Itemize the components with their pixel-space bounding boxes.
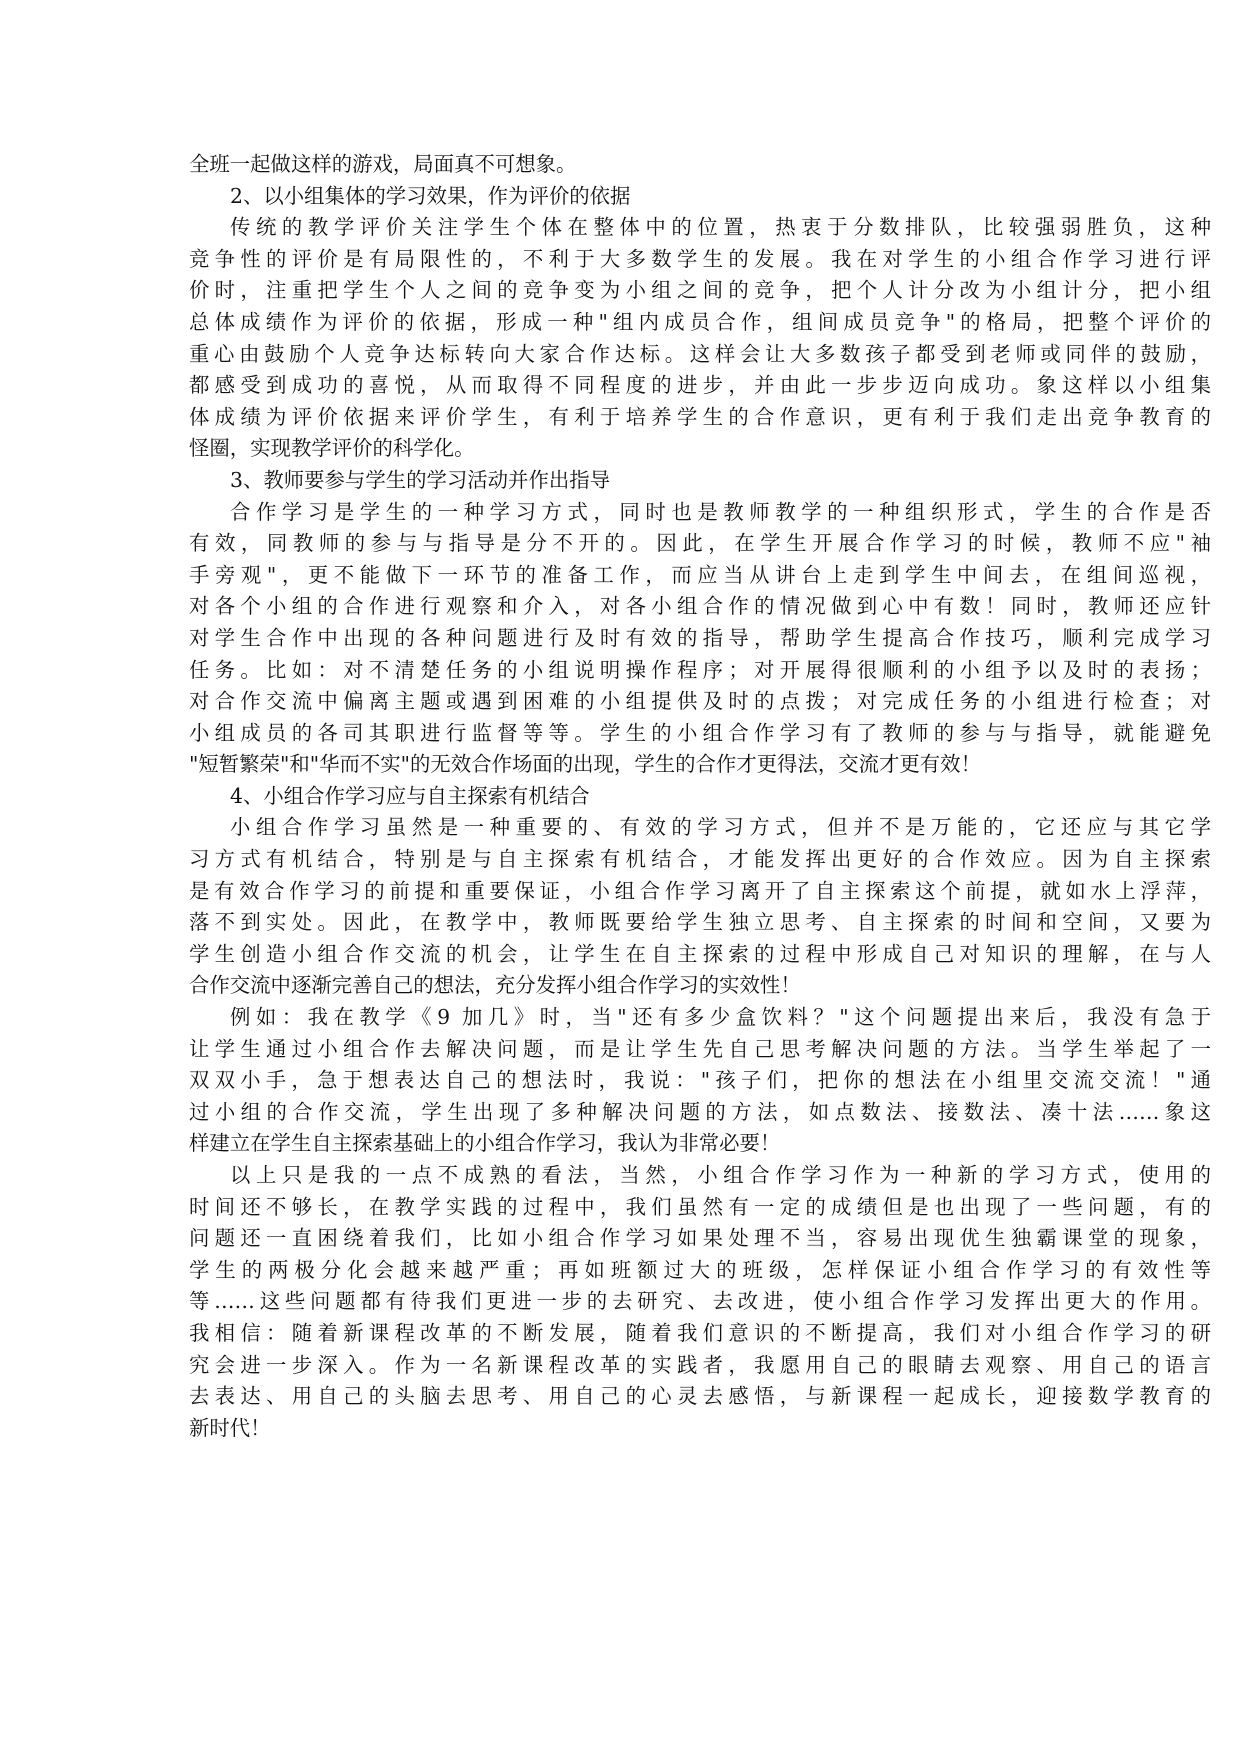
text-line: 价时，注重把学生个人之间的竞争变为小组之间的竞争，把个人计分改为小组计分，把小组 [189, 278, 1211, 303]
section-heading: 2、以小组集体的学习效果，作为评价的依据 [230, 183, 631, 208]
text-line: 总体成绩作为评价的依据，形成一种"组内成员合作，组间成员竞争"的格局，把整个评价的 [189, 309, 1211, 334]
text-line: 传统的教学评价关注学生个体在整体中的位置，热衷于分数排队，比较强弱胜负，这种 [230, 215, 1211, 240]
text-line: 以上只是我的一点不成熟的看法，当然，小组合作学习作为一种新的学习方式，使用的 [230, 1163, 1211, 1187]
text-line: 新时代！ [189, 1415, 271, 1440]
text-line: 小组成员的各司其职进行监督等等。学生的小组合作学习有了教师的参与与指导，就能避免 [189, 720, 1211, 745]
text-line: 合作学习是学生的一种学习方式，同时也是教师教学的一种组织形式，学生的合作是否 [230, 499, 1211, 524]
text-line: 小组合作学习虽然是一种重要的、有效的学习方式，但并不是万能的，它还应与其它学 [230, 815, 1211, 840]
text-line: 问题还一直困绕着我们，比如小组合作学习如果处理不当，容易出现优生独霸课堂的现象， [189, 1226, 1211, 1251]
text-line: 任务。比如：对不清楚任务的小组说明操作程序；对开展得很顺利的小组予以及时的表扬； [189, 657, 1211, 682]
text-line: 重心由鼓励个人竞争达标转向大家合作达标。这样会让大多数孩子都受到老师或同伴的鼓励， [189, 341, 1211, 366]
text-line: 双双小手，急于想表达自己的想法时，我说："孩子们，把你的想法在小组里交流交流！"通 [189, 1068, 1211, 1093]
text-line: 让学生通过小组合作去解决问题，而是让学生先自己思考解决问题的方法。当学生举起了一 [189, 1036, 1211, 1061]
text-line: 怪圈，实现教学评价的科学化。 [189, 436, 475, 461]
text-line: 全班一起做这样的游戏，局面真不可想象。 [189, 152, 577, 176]
text-line: 我相信：随着新课程改革的不断发展，随着我们意识的不断提高，我们对小组合作学习的研 [189, 1320, 1211, 1345]
text-line: 手旁观"，更不能做下一环节的准备工作，而应当从讲台上走到学生中间去，在组间巡视， [189, 562, 1211, 587]
text-line: 时间还不够长，在教学实践的过程中，我们虽然有一定的成绩但是也出现了一些问题，有的 [189, 1194, 1211, 1219]
text-line: 竞争性的评价是有局限性的，不利于大多数学生的发展。我在对学生的小组合作学习进行评 [189, 246, 1211, 271]
text-line: 合作交流中逐渐完善自己的想法，充分发挥小组合作学习的实效性！ [189, 973, 801, 998]
section-heading: 4、小组合作学习应与自主探索有机结合 [230, 783, 590, 808]
text-line: 对各个小组的合作进行观察和介入，对各小组合作的情况做到心中有数！同时，教师还应针 [189, 594, 1211, 619]
text-line: 对合作交流中偏离主题或遇到困难的小组提供及时的点拨；对完成任务的小组进行检查；对 [189, 689, 1211, 714]
text-line: 有效，同教师的参与与指导是分不开的。因此，在学生开展合作学习的时候，教师不应"袖 [189, 531, 1211, 556]
text-line: 学生创造小组合作交流的机会，让学生在自主探索的过程中形成自己对知识的理解，在与人 [189, 941, 1211, 966]
text-line: 等……这些问题都有待我们更进一步的去研究、去改进，使小组合作学习发挥出更大的作用。 [189, 1289, 1211, 1314]
text-line: "短暂繁荣"和"华而不实"的无效合作场面的出现，学生的合作才更得法，交流才更有效！ [189, 752, 981, 777]
text-line: 样建立在学生自主探索基础上的小组合作学习，我认为非常必要！ [189, 1131, 781, 1156]
text-line: 究会进一步深入。作为一名新课程改革的实践者，我愿用自己的眼睛去观察、用自己的语言 [189, 1352, 1211, 1377]
text-line: 是有效合作学习的前提和重要保证，小组合作学习离开了自主探索这个前提，就如水上浮萍， [189, 878, 1211, 903]
text-line: 过小组的合作交流，学生出现了多种解决问题的方法，如点数法、接数法、凑十法……象这 [189, 1099, 1211, 1124]
text-line: 落不到实处。因此，在教学中，教师既要给学生独立思考、自主探索的时间和空间，又要为 [189, 910, 1211, 935]
text-line: 体成绩为评价依据来评价学生，有利于培养学生的合作意识，更有利于我们走出竞争教育的 [189, 404, 1211, 429]
text-line: 学生的两极分化会越来越严重；再如班额过大的班级，怎样保证小组合作学习的有效性等 [189, 1257, 1211, 1282]
text-line: 去表达、用自己的头脑去思考、用自己的心灵去感悟，与新课程一起成长，迎接数学教育的 [189, 1384, 1211, 1409]
text-line: 都感受到成功的喜悦，从而取得不同程度的进步，并由此一步步迈向成功。象这样以小组集 [189, 373, 1211, 398]
text-line: 对学生合作中出现的各种问题进行及时有效的指导，帮助学生提高合作技巧，顺利完成学习 [189, 625, 1211, 650]
document-body [189, 149, 1211, 1444]
section-heading: 3、教师要参与学生的学习活动并作出指导 [230, 467, 611, 492]
text-line: 例如：我在教学《9 加几》时，当"还有多少盒饮料？"这个问题提出来后，我没有急于 [230, 1005, 1211, 1030]
text-line: 习方式有机结合，特别是与自主探索有机结合，才能发挥出更好的合作效应。因为自主探索 [189, 847, 1211, 872]
